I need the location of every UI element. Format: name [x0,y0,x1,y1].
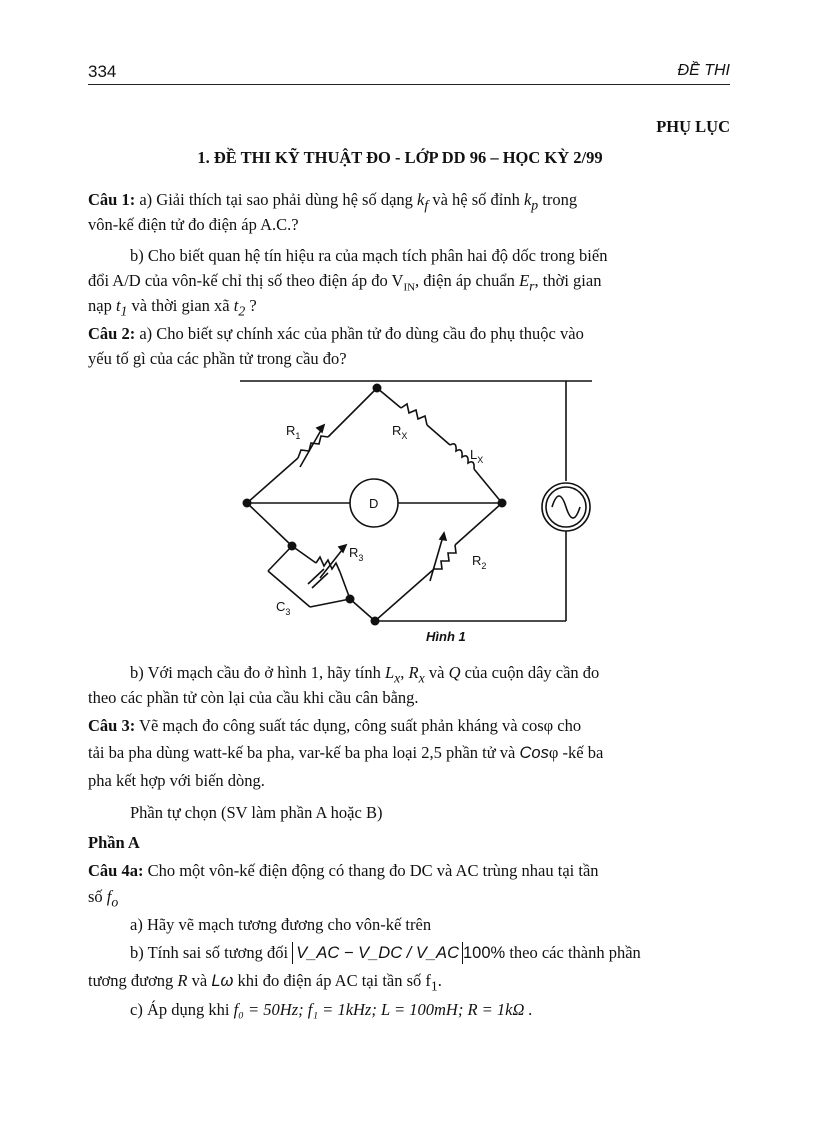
q1-a-mid: và hệ số đỉnh [428,190,524,209]
q4a-line1 [88,860,730,882]
q2-a-text: a) Cho biết sự chính xác của phần tử đo dùng cầu đo phụ thuộc vào [135,324,584,343]
f1-sub: 1 [430,978,438,994]
er-sub: r [529,278,535,294]
q1-b2-c: , thời gian [534,271,602,290]
sine-wave-icon [552,496,580,518]
q2-a-line1 [88,323,730,345]
lx-sub: x [394,670,401,686]
label-r3: $R_3$ [349,545,364,563]
q3-line2 [88,742,730,764]
q2-b-sep: , [400,663,409,682]
q4a-a: a) Hãy vẽ mạch tương đương cho vôn-kế trên [130,915,432,934]
t2-sub: 2 [238,303,246,319]
q3-line1 [88,715,730,737]
q2-b-line2: theo các phần tử còn lại của cầu khi cầu cân bằng. [88,688,419,707]
node-bottom [371,617,380,626]
c3-wire-b [268,571,310,607]
er-symbol: E [519,271,530,290]
q4a-b-b: theo các thành phần [505,943,641,962]
q2-b-b: và [424,663,449,682]
c3-wire-a [268,546,292,571]
r2-wire-b [375,569,434,621]
q3-text: Vẽ mạch đo công suất tác dụng, công suất phản kháng và cosφ cho [135,716,582,735]
t1-symbol: t [115,296,121,315]
percent-100: 100% [462,944,506,962]
elective-note: Phần tự chọn (SV làm phần A hoặc B) [130,803,383,822]
node-top [373,384,382,393]
r2-arrow-head [440,533,446,540]
label-d: D [369,496,379,511]
lx-wire-b [474,469,502,503]
exam-title: 1. ĐỀ THI KỸ THUẬT ĐO - LỚP DD 96 – HỌC KỲ 2/99 [197,148,603,167]
page-number: 334 [88,62,117,81]
q1-b3-a: nạp [88,296,116,315]
q4a-text: Cho một vôn-kế điện động có thang đo DC và AC trùng nhau tại tần [143,861,599,880]
bridge-circuit-figure [220,373,600,648]
r1-wire-a [247,458,298,503]
c3-wire-c [310,599,350,607]
label-r1: $R_1$ [286,423,301,441]
q4a-line2 [88,886,730,913]
figure-caption: Hình 1 [426,629,466,644]
page-header [88,62,730,85]
q1-b3-b: và thời gian xã [127,296,234,315]
q4a-c-a: c) Áp dụng khi [130,1000,234,1019]
fo-sub: o [111,894,119,910]
r2-variable-arrow [430,533,444,581]
kf-sub: f [424,197,429,213]
kf-symbol: k [417,190,425,209]
q3-label: Câu 3: [88,716,136,735]
kp-symbol: k [523,190,532,209]
t2-symbol: t [233,296,239,315]
lx-wire-a [427,425,450,445]
q1-a-line1 [88,189,730,216]
q2-b-a: b) Với mạch cầu đo ở hình 1, hãy tính [130,663,385,682]
q4a-b2-a: tương đương [88,971,178,990]
relative-error-formula: V_AC − V_DC / V_AC [292,942,463,964]
q4a-b-line1 [88,942,730,964]
q1-label: Câu 1: [88,190,136,209]
q4a-c [88,999,730,1021]
r1-wire-b [328,388,377,437]
r1-arrow-head [317,425,324,432]
q4a-b2-b: và [187,971,212,990]
rx-sub: x [418,670,425,686]
q2-b-c: của cuộn dây cần đo [460,663,600,682]
cos-symbol: Cos [519,744,549,762]
node-r3-top [288,542,297,551]
q1-a-text: a) Giải thích tại sao phải dùng hệ số dạng [135,190,418,209]
q3-2b: φ -kế ba [548,743,604,762]
lw-symbol: Lω [211,972,234,990]
q1-a-end: trong [538,190,578,209]
node-left [243,499,252,508]
part-a-title: Phần A [88,833,140,852]
q1-b3-c: ? [245,296,257,315]
appendix-title: PHỤ LỤC [656,117,730,136]
r2-wire-a [455,503,502,545]
q3-2a: tải ba pha dùng watt-kế ba pha, var-kế ba pha loại 2,5 phần tử và [88,743,520,762]
c3-plate-2 [312,573,328,588]
section-title: ĐỀ THI [677,62,730,79]
label-lx: $L_X$ [470,447,484,465]
q-symbol: Q [448,663,461,682]
q1-b2-b: , điện áp chuẩn [415,271,520,290]
q2-label: Câu 2: [88,324,136,343]
q3-line3: pha kết hợp với biến dòng. [88,771,265,790]
q2-a-line2: yếu tố gì của các phần tử trong cầu đo? [88,349,347,368]
node-right [498,499,507,508]
bottom-wire [350,599,375,621]
r1-resistor [298,436,328,458]
q1-a-line2: vôn-kế điện tử đo điện áp A.C.? [88,215,299,234]
q4a-2a: số [88,887,107,906]
lx-symbol: L [384,663,395,682]
q1-b2-a: đổi A/D của vôn-kế chỉ thị số theo điện áp đo V [88,271,404,290]
r3-resistor [316,557,340,572]
q4a-b-line2 [88,970,730,997]
q2-b-line1 [88,662,730,689]
label-r2: $R_2$ [472,553,487,571]
node-r3-bottom [346,595,355,604]
fo-symbol: f [106,887,112,906]
kp-sub: p [531,197,539,213]
q4a-b2-c: khi đo điện áp AC tại tần số f [233,971,431,990]
q4a-b2-d: . [437,971,442,990]
rx-resistor [401,404,427,425]
r3-arrow-head [339,545,346,552]
r3-wire-top [247,503,292,546]
rx-wire-a [377,388,401,408]
rx-symbol: R [408,663,419,682]
r-symbol: R [177,971,188,990]
q1-b-line3 [88,295,730,322]
q4a-b-a: b) Tính sai số tương đối [130,943,293,962]
vin-sub: IN [403,281,416,294]
q4a-label: Câu 4a: [88,861,144,880]
label-rx: $R_X$ [392,423,408,441]
q1-b-line1: b) Cho biết quan hệ tín hiệu ra của mạch tích phân hai độ dốc trong biến [130,246,608,265]
given-values: f₀ = 50Hz; f₁ = 1kHz; L = 100mH; R = 1kΩ . [233,1000,533,1019]
label-c3: $C_3$ [276,599,291,617]
t1-sub: 1 [120,303,128,319]
